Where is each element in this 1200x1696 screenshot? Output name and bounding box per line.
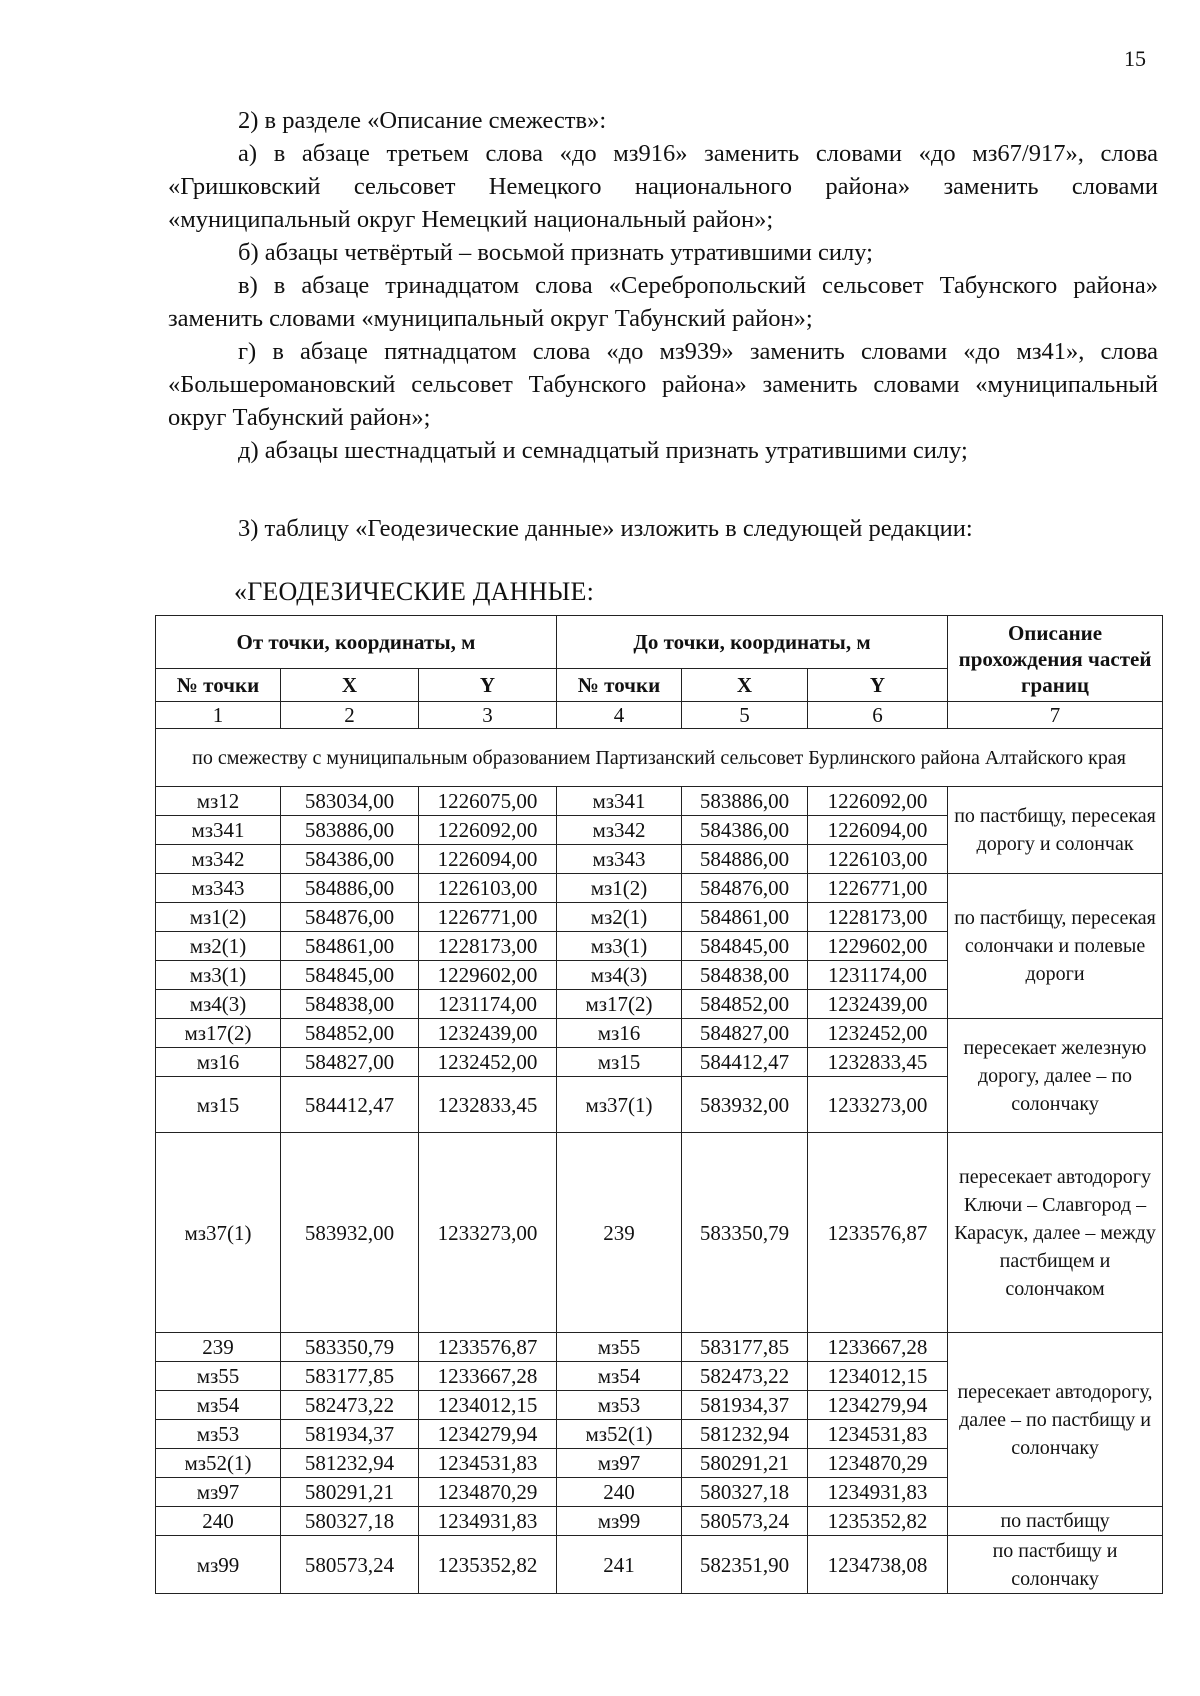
cell-from-point: мз54: [156, 1391, 281, 1420]
cell-to-y: 1232439,00: [808, 990, 948, 1019]
cell-from-y: 1226103,00: [419, 874, 557, 903]
paragraph-section-3: 3) таблицу «Геодезические данные» изложить в следующей редакции:: [238, 515, 973, 542]
cell-from-y: 1232439,00: [419, 1019, 557, 1048]
cell-to-y: 1228173,00: [808, 903, 948, 932]
cell-description: по пастбищу: [948, 1507, 1163, 1536]
column-number: 5: [682, 702, 808, 729]
cell-to-point: мз3(1): [557, 932, 682, 961]
cell-to-y: 1226092,00: [808, 787, 948, 816]
cell-to-y: 1234870,29: [808, 1449, 948, 1478]
cell-to-x: 584412,47: [682, 1048, 808, 1077]
paragraph-d: д) абзацы шестнадцатый и семнадцатый признать утратившими силу;: [238, 437, 968, 464]
cell-to-x: 583350,79: [682, 1133, 808, 1333]
cell-from-x: 584386,00: [281, 845, 419, 874]
cell-from-point: мз52(1): [156, 1449, 281, 1478]
cell-to-point: мз53: [557, 1391, 682, 1420]
cell-to-y: 1234931,83: [808, 1478, 948, 1507]
cell-description: по пастбищу, пересекая дорогу и солончак: [948, 787, 1163, 874]
cell-from-x: 583177,85: [281, 1362, 419, 1391]
table-row: [156, 1333, 1163, 1362]
cell-from-point: 239: [156, 1333, 281, 1362]
cell-from-y: 1226094,00: [419, 845, 557, 874]
cell-from-point: мз341: [156, 816, 281, 845]
cell-from-x: 583932,00: [281, 1133, 419, 1333]
cell-from-y: 1231174,00: [419, 990, 557, 1019]
header-description: Описание прохождения частей границ: [948, 616, 1163, 702]
cell-to-y: 1233273,00: [808, 1077, 948, 1133]
cell-from-y: 1233273,00: [419, 1133, 557, 1333]
column-number: 7: [948, 702, 1163, 729]
cell-to-point: мз1(2): [557, 874, 682, 903]
cell-to-y: 1226771,00: [808, 874, 948, 903]
column-number: 3: [419, 702, 557, 729]
cell-to-point: мз2(1): [557, 903, 682, 932]
cell-to-point: мз15: [557, 1048, 682, 1077]
cell-from-y: 1226771,00: [419, 903, 557, 932]
header-to-point-number: № точки: [557, 669, 682, 702]
header-to-y: Y: [808, 669, 948, 702]
geodetic-data-table: [155, 615, 1163, 1594]
cell-to-x: 583177,85: [682, 1333, 808, 1362]
cell-to-y: 1233667,28: [808, 1333, 948, 1362]
cell-from-point: мз37(1): [156, 1133, 281, 1333]
cell-to-y: 1234279,94: [808, 1391, 948, 1420]
paragraph-v: в) в абзаце тринадцатом слова «Серебропольский сельсовет Табунского района» заменить словами «муниципальный округ Табунский район»;: [168, 272, 1158, 332]
paragraph-section-2: 2) в разделе «Описание смежеств»:: [238, 107, 607, 134]
cell-from-point: мз4(3): [156, 990, 281, 1019]
cell-to-y: 1226094,00: [808, 816, 948, 845]
cell-to-x: 583886,00: [682, 787, 808, 816]
cell-to-y: 1226103,00: [808, 845, 948, 874]
cell-to-point: мз54: [557, 1362, 682, 1391]
cell-from-point: мз17(2): [156, 1019, 281, 1048]
cell-to-point: мз343: [557, 845, 682, 874]
cell-from-y: 1228173,00: [419, 932, 557, 961]
header-from-x: X: [281, 669, 419, 702]
cell-from-y: 1233576,87: [419, 1333, 557, 1362]
cell-from-point: мз55: [156, 1362, 281, 1391]
cell-to-x: 580573,24: [682, 1507, 808, 1536]
cell-from-x: 583350,79: [281, 1333, 419, 1362]
cell-from-point: мз16: [156, 1048, 281, 1077]
table-title: «ГЕОДЕЗИЧЕСКИЕ ДАННЫЕ:: [234, 577, 594, 606]
cell-to-x: 584838,00: [682, 961, 808, 990]
cell-from-x: 584845,00: [281, 961, 419, 990]
cell-from-point: мз12: [156, 787, 281, 816]
cell-to-x: 582473,22: [682, 1362, 808, 1391]
cell-from-x: 580573,24: [281, 1536, 419, 1594]
cell-description: пересекает автодорогу Ключи – Славгород – Карасук, далее – между пастбищем и солончаком: [948, 1133, 1163, 1333]
cell-from-y: 1234870,29: [419, 1478, 557, 1507]
cell-description: по пастбищу, пересекая солончаки и полевые дороги: [948, 874, 1163, 1019]
cell-from-point: мз3(1): [156, 961, 281, 990]
cell-from-x: 584852,00: [281, 1019, 419, 1048]
cell-from-y: 1226092,00: [419, 816, 557, 845]
cell-from-point: мз97: [156, 1478, 281, 1507]
cell-to-y: 1234738,08: [808, 1536, 948, 1594]
cell-to-point: мз16: [557, 1019, 682, 1048]
cell-from-x: 584876,00: [281, 903, 419, 932]
table-row: [156, 1536, 1163, 1594]
cell-from-point: мз1(2): [156, 903, 281, 932]
cell-from-y: 1229602,00: [419, 961, 557, 990]
header-from-y: Y: [419, 669, 557, 702]
cell-to-point: 241: [557, 1536, 682, 1594]
cell-to-point: мз4(3): [557, 961, 682, 990]
cell-to-point: мз52(1): [557, 1420, 682, 1449]
cell-from-x: 580291,21: [281, 1478, 419, 1507]
cell-from-point: мз2(1): [156, 932, 281, 961]
cell-from-x: 583034,00: [281, 787, 419, 816]
cell-to-point: мз37(1): [557, 1077, 682, 1133]
cell-to-point: мз55: [557, 1333, 682, 1362]
cell-from-point: мз342: [156, 845, 281, 874]
cell-to-x: 582351,90: [682, 1536, 808, 1594]
cell-from-y: 1234931,83: [419, 1507, 557, 1536]
page-number: 15: [1124, 46, 1146, 71]
header-to-x: X: [682, 669, 808, 702]
header-from-point-number: № точки: [156, 669, 281, 702]
cell-from-x: 583886,00: [281, 816, 419, 845]
cell-to-y: 1233576,87: [808, 1133, 948, 1333]
cell-to-x: 581934,37: [682, 1391, 808, 1420]
cell-to-x: 584861,00: [682, 903, 808, 932]
header-to-point: До точки, координаты, м: [557, 616, 948, 669]
cell-to-x: 584886,00: [682, 845, 808, 874]
cell-to-y: 1229602,00: [808, 932, 948, 961]
column-number: 6: [808, 702, 948, 729]
column-number: 2: [281, 702, 419, 729]
cell-from-x: 584838,00: [281, 990, 419, 1019]
cell-to-x: 580291,21: [682, 1449, 808, 1478]
column-number: 4: [557, 702, 682, 729]
cell-to-y: 1231174,00: [808, 961, 948, 990]
cell-to-point: мз342: [557, 816, 682, 845]
paragraph-g: г) в абзаце пятнадцатом слова «до мз939» заменить словами «до мз41», слова «Большеромановский сельсовет Табунского района» заменить словами «муниципальный округ Табунский район»;: [168, 338, 1158, 431]
cell-to-x: 583932,00: [682, 1077, 808, 1133]
cell-from-point: мз99: [156, 1536, 281, 1594]
table-row: [156, 787, 1163, 816]
cell-from-y: 1234279,94: [419, 1420, 557, 1449]
cell-from-y: 1233667,28: [419, 1362, 557, 1391]
cell-from-x: 581232,94: [281, 1449, 419, 1478]
cell-from-x: 584886,00: [281, 874, 419, 903]
cell-to-x: 584852,00: [682, 990, 808, 1019]
cell-from-y: 1232833,45: [419, 1077, 557, 1133]
cell-from-y: 1234012,15: [419, 1391, 557, 1420]
cell-from-x: 580327,18: [281, 1507, 419, 1536]
group-title: по смежеству с муниципальным образованием Партизанский сельсовет Бурлинского района Алтайского края: [156, 729, 1163, 787]
cell-to-y: 1234531,83: [808, 1420, 948, 1449]
cell-to-point: мз97: [557, 1449, 682, 1478]
cell-from-x: 581934,37: [281, 1420, 419, 1449]
cell-from-y: 1234531,83: [419, 1449, 557, 1478]
table-row: [156, 1507, 1163, 1536]
cell-to-y: 1234012,15: [808, 1362, 948, 1391]
table-row: [156, 1133, 1163, 1333]
cell-to-y: 1232833,45: [808, 1048, 948, 1077]
cell-to-x: 581232,94: [682, 1420, 808, 1449]
cell-to-x: 580327,18: [682, 1478, 808, 1507]
cell-from-point: мз15: [156, 1077, 281, 1133]
cell-from-point: мз53: [156, 1420, 281, 1449]
cell-to-point: 239: [557, 1133, 682, 1333]
cell-from-y: 1232452,00: [419, 1048, 557, 1077]
cell-from-point: 240: [156, 1507, 281, 1536]
amendments-text: [168, 104, 1158, 467]
paragraph-a: а) в абзаце третьем слова «до мз916» заменить словами «до мз67/917», слова «Гришковский сельсовет Немецкого национального района» заменить словами «муниципальный округ Немецкий национальный район»;: [168, 140, 1158, 233]
cell-from-x: 584861,00: [281, 932, 419, 961]
cell-from-x: 582473,22: [281, 1391, 419, 1420]
cell-to-point: 240: [557, 1478, 682, 1507]
cell-to-x: 584845,00: [682, 932, 808, 961]
cell-from-x: 584827,00: [281, 1048, 419, 1077]
cell-to-y: 1235352,82: [808, 1507, 948, 1536]
cell-description: пересекает железную дорогу, далее – по солончаку: [948, 1019, 1163, 1133]
cell-to-x: 584876,00: [682, 874, 808, 903]
cell-description: пересекает автодорогу, далее – по пастбищу и солончаку: [948, 1333, 1163, 1507]
table-row: [156, 874, 1163, 903]
cell-to-y: 1232452,00: [808, 1019, 948, 1048]
table-row: [156, 1019, 1163, 1048]
cell-to-point: мз17(2): [557, 990, 682, 1019]
cell-to-x: 584386,00: [682, 816, 808, 845]
cell-from-y: 1235352,82: [419, 1536, 557, 1594]
cell-from-point: мз343: [156, 874, 281, 903]
cell-from-x: 584412,47: [281, 1077, 419, 1133]
cell-to-point: мз99: [557, 1507, 682, 1536]
header-from-point: От точки, координаты, м: [156, 616, 557, 669]
cell-to-point: мз341: [557, 787, 682, 816]
column-number: 1: [156, 702, 281, 729]
cell-to-x: 584827,00: [682, 1019, 808, 1048]
cell-from-y: 1226075,00: [419, 787, 557, 816]
cell-description: по пастбищу и солончаку: [948, 1536, 1163, 1594]
paragraph-b: б) абзацы четвёртый – восьмой признать утратившими силу;: [238, 239, 873, 266]
